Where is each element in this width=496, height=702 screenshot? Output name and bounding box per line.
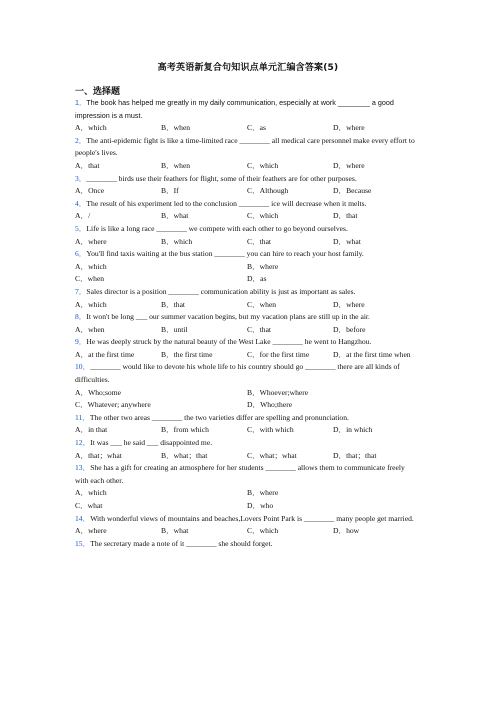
question-text: You'll find taxis waiting at the bus station ________ you can hire to reach your host family.: [86, 249, 364, 259]
answer-option: C．what: [75, 501, 103, 510]
question-number: 4．: [75, 198, 87, 208]
question-stem: [75, 336, 420, 349]
question-item: [75, 248, 420, 286]
question-text: ________ birds use their feathers for flight, some of their feathers are for other purposes.: [86, 173, 357, 183]
question-item: [75, 538, 420, 551]
question-item: [75, 437, 420, 462]
answer-option: A．Who;some: [75, 387, 121, 397]
question-item: [75, 173, 420, 198]
answer-option: B．which: [161, 236, 193, 246]
question-number: 7．: [75, 286, 87, 296]
answer-option: C．Although: [247, 186, 289, 196]
question-item: [75, 311, 420, 336]
answer-option: A．which: [75, 123, 107, 133]
answer-option: B．If: [161, 186, 179, 196]
answer-option: A．that: [75, 160, 100, 170]
answer-option: D．where: [333, 160, 365, 170]
question-text: With wonderful views of mountains and beaches,Lovers Point Park is ________ many people get married.: [90, 513, 414, 523]
answer-option: B．from which: [161, 425, 209, 435]
answer-option: C．that: [247, 324, 272, 334]
question-text: The result of his experiment led to the conclusion ________ ice will decrease when it melts.: [86, 198, 367, 208]
options-row: [75, 424, 420, 437]
question-stem: [75, 513, 420, 526]
answer-option: D．Who;there: [247, 400, 293, 410]
options-row: [75, 487, 420, 500]
options-row: [75, 450, 420, 463]
answer-option: A．which: [75, 299, 107, 309]
answer-option: B．Whoever;where: [247, 387, 309, 397]
question-number: 13．: [75, 463, 91, 473]
section-heading: 一、选择题: [75, 87, 121, 97]
answer-option: D．that: [333, 211, 358, 221]
question-text: He was deeply struck by the natural beauty of the West Lake ________ he went to Hangzhou.: [86, 337, 372, 347]
answer-option: A．that；what: [75, 450, 122, 460]
options-row: [75, 324, 420, 337]
question-number: 8．: [75, 312, 87, 322]
answer-option: C．with which: [247, 425, 294, 435]
question-number: 14．: [75, 513, 91, 523]
answer-option: D．that；that: [333, 450, 377, 460]
answer-option: C．as: [247, 123, 266, 133]
answer-option: C．which: [247, 160, 279, 170]
answer-option: B．what；that: [161, 450, 208, 460]
question-stem: [75, 462, 420, 487]
options-row: [75, 349, 420, 362]
options-row: [75, 185, 420, 198]
answer-option: A．in that: [75, 425, 108, 435]
question-text: Life is like a long race ________ we compete with each other to go beyond ourselves.: [86, 223, 348, 233]
answer-option: C．which: [247, 526, 279, 536]
question-number: 15．: [75, 538, 91, 548]
answer-option: A．/: [75, 211, 91, 221]
answer-option: C．when: [75, 274, 105, 284]
question-item: [75, 462, 420, 512]
answer-option: A．which: [75, 261, 107, 271]
answer-option: D．as: [247, 274, 267, 284]
answer-option: C．which: [247, 211, 279, 221]
question-item: [75, 135, 420, 173]
answer-option: B．that: [161, 299, 186, 309]
question-stem: [75, 286, 420, 299]
question-text: The anti-epidemic fight is like a time-limited race ________ all medical care personnel make every effort to people's lives.: [75, 135, 415, 158]
answer-option: D．before: [333, 324, 366, 334]
question-stem: [75, 437, 420, 450]
options-row: [75, 299, 420, 312]
question-text: ________ would like to devote his whole life to his country should go ________ there are all kinds of difficulties.: [75, 362, 400, 385]
question-number: 9．: [75, 337, 87, 347]
answer-option: A．at the first time: [75, 349, 135, 359]
question-text: The other two areas ________ the two varieties differ are spelling and pronunciation.: [89, 412, 349, 422]
question-number: 12．: [75, 438, 91, 448]
answer-option: B．the first time: [161, 349, 213, 359]
options-row: [75, 160, 420, 173]
answer-option: A．when: [75, 324, 105, 334]
question-stem: [75, 135, 420, 160]
answer-option: B．what: [161, 211, 189, 221]
answer-option: B．when: [161, 123, 191, 133]
question-item: [75, 513, 420, 538]
question-list: [75, 97, 420, 550]
answer-option: D．at the first time when: [333, 349, 411, 359]
answer-option: B．where: [247, 261, 279, 271]
options-row: [75, 236, 420, 249]
answer-option: C．Whatever; anywhere: [75, 400, 151, 410]
answer-option: D．where: [333, 299, 365, 309]
answer-option: C．what；what: [247, 450, 297, 460]
question-stem: [75, 173, 420, 186]
question-item: [75, 97, 420, 135]
question-item: [75, 412, 420, 437]
options-row: [75, 261, 420, 274]
answer-option: A．where: [75, 236, 107, 246]
answer-option: C．that: [247, 236, 272, 246]
answer-option: D．in which: [333, 425, 373, 435]
question-stem: [75, 248, 420, 261]
question-stem: [75, 198, 420, 211]
options-row: [75, 122, 420, 135]
question-number: 1．: [75, 98, 87, 107]
question-stem: [75, 412, 420, 425]
answer-option: B．until: [161, 324, 188, 334]
answer-option: D．Because: [333, 186, 372, 196]
answer-option: D．how: [333, 526, 360, 536]
question-number: 11．: [75, 412, 90, 422]
options-row: [75, 500, 420, 513]
question-number: 2．: [75, 135, 87, 145]
question-text: She has a gift for creating an atmosphere for her students ________ allows them to communicate freely with each other.: [75, 463, 405, 485]
question-number: 5．: [75, 223, 87, 233]
options-row: [75, 387, 420, 400]
question-item: [75, 336, 420, 361]
question-text: It was ___ he said ___ disappointed me.: [90, 438, 213, 448]
answer-option: B．what: [161, 526, 189, 536]
page-title: 高考英语新复合句知识点单元汇编含答案(5): [157, 63, 339, 73]
options-row: [75, 210, 420, 223]
question-number: 3．: [75, 173, 87, 183]
answer-option: C．when: [247, 299, 277, 309]
question-number: 10．: [75, 362, 91, 372]
question-item: [75, 223, 420, 248]
question-number: 6．: [75, 249, 87, 259]
question-text: The book has helped me greatly in my daily communication, especially at work ________ a good impression is a must.: [75, 98, 394, 120]
options-row: [75, 399, 420, 412]
answer-option: C．for the first time: [247, 349, 310, 359]
question-stem: [75, 97, 420, 122]
question-stem: [75, 538, 420, 551]
options-row: [75, 525, 420, 538]
answer-option: B．when: [161, 160, 191, 170]
answer-option: A．which: [75, 488, 107, 498]
question-stem: [75, 223, 420, 236]
answer-option: D．who: [247, 501, 274, 510]
question-stem: [75, 311, 420, 324]
question-stem: [75, 361, 420, 386]
answer-option: B．where: [247, 488, 279, 498]
answer-option: A．where: [75, 526, 107, 536]
answer-option: A．Once: [75, 186, 105, 196]
question-text: It won't be long ___ our summer vacation begins, but my vacation plans are still up in the air.: [86, 312, 370, 322]
question-text: The secretary made a note of it ________ she should forget.: [90, 538, 273, 548]
question-text: Sales director is a position ________ communication ability is just as important as sales.: [86, 286, 356, 296]
options-row: [75, 273, 420, 286]
answer-option: D．where: [333, 123, 365, 133]
question-item: [75, 286, 420, 311]
question-item: [75, 198, 420, 223]
answer-option: D．what: [333, 236, 361, 246]
question-item: [75, 361, 420, 411]
